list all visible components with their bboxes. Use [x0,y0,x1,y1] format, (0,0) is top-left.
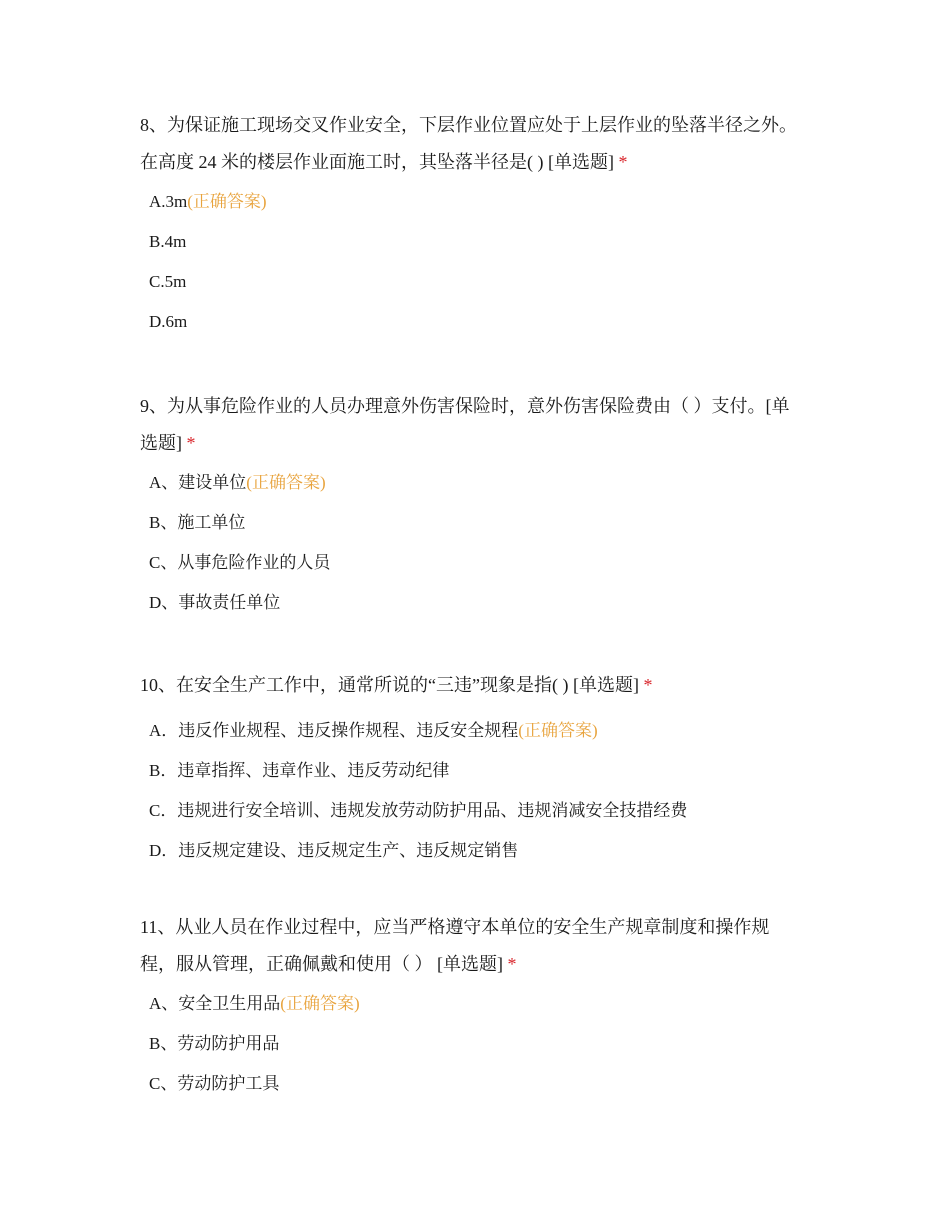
option-b [149,231,800,253]
required-mark: * [618,152,628,172]
correct-answer-mark: (正确答案) [246,473,326,492]
question-10 [140,667,800,880]
option-list [140,472,800,614]
option-c [149,1073,800,1095]
option-label: B、施工单位 [149,513,246,532]
option-a [149,720,800,742]
option-label: C、从事危险作业的人员 [149,553,331,572]
option-label: D、事故责任单位 [149,593,281,612]
question-text [140,667,800,704]
question-9-text: 9、为从事危险作业的人员办理意外伤害保险时，意外伤害保险费由（ ）支付。[单选题] [140,396,790,453]
option-label: C、劳动防护工具 [149,1074,280,1093]
option-label: A.3m [149,192,188,211]
option-b [149,512,800,534]
option-label: A、建设单位 [149,473,247,492]
option-c [149,552,800,574]
option-label: C．违规进行安全培训、违规发放劳动防护用品、违规消减安全技措经费 [149,801,688,820]
option-b [149,1033,800,1055]
option-label: A、安全卫生用品 [149,994,281,1013]
correct-answer-mark: (正确答案) [187,192,267,211]
question-11-text: 11、从业人员在作业过程中，应当严格遵守本单位的安全生产规章制度和操作规程，服从管理，正确佩戴和使用（ ） [单选题] [140,917,770,974]
question-text [140,107,800,181]
question-10-text: 10、在安全生产工作中，通常所说的“三违”现象是指( ) [单选题] [140,675,639,695]
question-11 [140,909,800,1113]
option-d [149,840,800,862]
option-label: B．违章指挥、违章作业、违反劳动纪律 [149,761,450,780]
option-label: C.5m [149,272,187,291]
option-list [140,191,800,333]
option-c [149,800,800,822]
question-text [140,388,800,462]
option-c [149,271,800,293]
option-list [140,720,800,862]
question-9 [140,388,800,632]
required-mark: * [643,675,653,695]
question-8 [140,107,800,351]
option-label: D.6m [149,312,188,331]
option-a [149,191,800,213]
question-8-text: 8、为保证施工现场交叉作业安全，下层作业位置应处于上层作业的坠落半径之外。在高度 24 米的楼层作业面施工时，其坠落半径是( ) [单选题] [140,115,797,172]
option-a [149,993,800,1015]
option-label: B.4m [149,232,187,251]
option-label: D．违反规定建设、违反规定生产、违反规定销售 [149,841,519,860]
option-label: A．违反作业规程、违反操作规程、违反安全规程 [149,721,519,740]
required-mark: * [186,433,196,453]
option-a [149,472,800,494]
option-d [149,592,800,614]
option-label: B、劳动防护用品 [149,1034,280,1053]
question-text [140,909,800,983]
required-mark: * [507,954,517,974]
correct-answer-mark: (正确答案) [518,721,598,740]
option-b [149,760,800,782]
option-d [149,311,800,333]
option-list [140,993,800,1095]
correct-answer-mark: (正确答案) [280,994,360,1013]
